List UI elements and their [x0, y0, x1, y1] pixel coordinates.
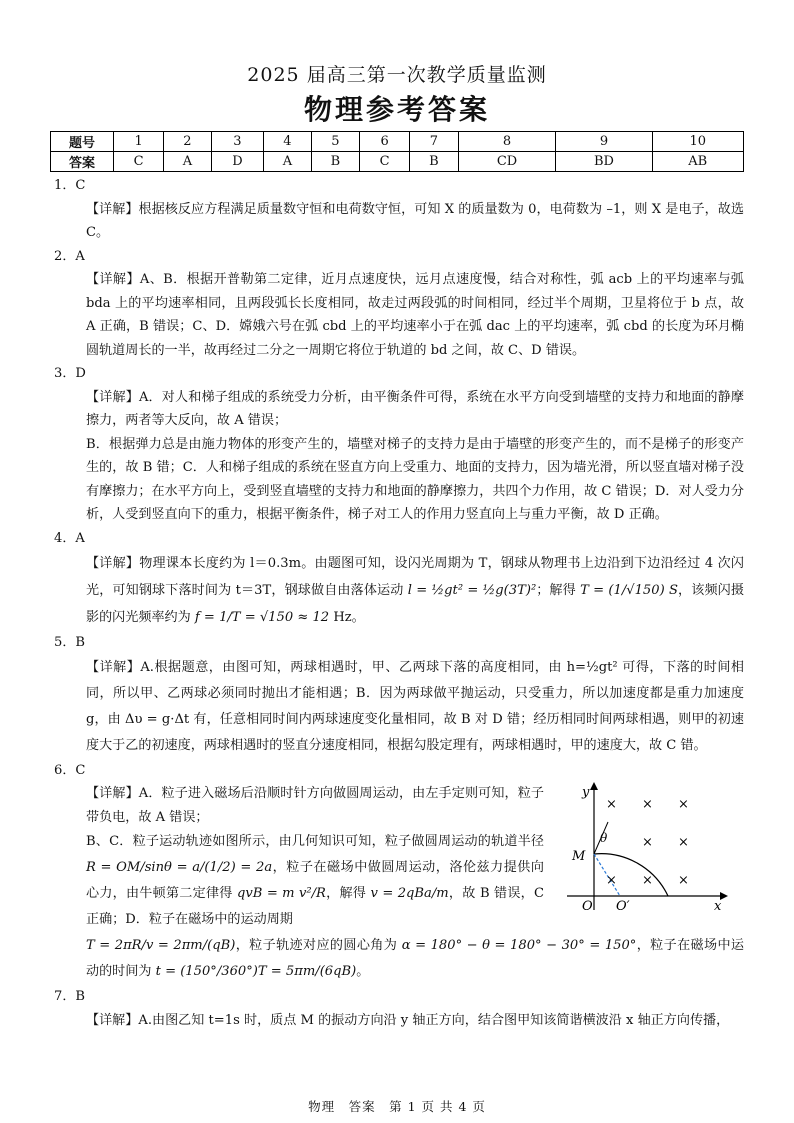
answer-title: 物理参考答案: [303, 93, 490, 126]
q5-number: 5．B: [54, 635, 86, 650]
field-cross: ×: [678, 835, 689, 850]
page-footer: 物理 答案 第 1 页 共 4 页: [308, 1099, 486, 1114]
answer-cell: A: [264, 152, 312, 172]
center-label: O′: [616, 899, 630, 912]
q6-text-b: B、C．粒子运动轨迹如图所示，由几何知识可知，粒子做圆周运动的轨道半径: [86, 834, 544, 849]
q1-number: 1．C: [54, 178, 86, 193]
q6-block: [54, 782, 744, 933]
field-cross: ×: [642, 797, 653, 812]
x-label: x: [714, 899, 722, 912]
q6-equation-velocity: v = 2qBa/m: [370, 886, 449, 901]
q6-number: 6．C: [54, 762, 86, 778]
answer-cell: B: [311, 152, 359, 172]
q7-detail: [54, 1009, 744, 1033]
number-cell: 10: [652, 132, 743, 152]
q4-text-mid: ；解得: [536, 583, 576, 598]
number-cell: 9: [556, 132, 652, 152]
answer-table: [50, 131, 744, 172]
q7-text: A.由图乙知 t=1s 时，质点 M 的振动方向沿 y 轴正方向，结合图甲知该简谐横波沿 x 轴正方向传播，: [138, 1012, 730, 1028]
answer-cell: D: [211, 152, 263, 172]
field-cross: ×: [678, 797, 689, 812]
number-cell: 2: [164, 132, 212, 152]
q2-number: 2．A: [54, 248, 85, 264]
q1-detail: [54, 198, 744, 245]
q6-text-e: ，故 B 错误，C 正确；D．粒子在磁场中的运动周期: [86, 886, 544, 927]
answer-table-answer-row: [51, 152, 744, 172]
q6-equation-period: T = 2πR/v = 2πm/(qB): [86, 938, 236, 953]
number-header: 题号: [51, 132, 114, 152]
q4-equation-period: T = (1/√150) S: [580, 583, 678, 598]
q4-detail: [54, 550, 744, 631]
q6-text-d: ，解得: [325, 886, 367, 901]
number-cell: 8: [458, 132, 556, 152]
q6-equation-time: t = (150°/360°)T = 5πm/(6qB): [155, 964, 357, 979]
q3-text-a: A．对人和梯子组成的系统受力分析，由平衡条件可得，系统在水平方向受到墙壁的支持力和地面的静摩擦力，两者等大反向，故 A 错误；: [86, 389, 744, 428]
q3-detail: [54, 386, 744, 433]
point-m-label: M: [572, 849, 586, 864]
number-cell: 1: [114, 132, 164, 152]
number-cell: 6: [360, 132, 410, 152]
q4-number: 4．A: [54, 530, 85, 546]
detail-tag: 【详解】: [86, 201, 139, 217]
detail-tag: 【详解】: [86, 786, 139, 801]
detail-tag: 【详解】: [86, 659, 141, 675]
q5-text: A.根据题意，由图可知，两球相遇时，甲、乙两球下落的高度相同，由 h=½gt² 可得，下落的时间相同，所以甲、乙两球必须同时抛出才能相遇；B．因为两球做平抛运动，只受重力，所以加速度都是重力加速度 g，由 Δυ = g·Δt 有，任意相同时间内两球速度变化量相同，故 B 对 D 错；经历相同时间两球相遇，则甲的初速度大于乙的初速度，两球相遇时的竖直分速度相同，根据勾股定理有，两球相遇时，甲的速度大，故 C 错。: [86, 659, 745, 753]
q2-detail: [54, 268, 744, 362]
q4-unit: Hz。: [333, 610, 365, 625]
theta-label: θ: [600, 831, 608, 845]
q6-text-g: ，粒子在磁场中运动的时间为: [86, 938, 744, 979]
answer-table-number-row: [51, 132, 744, 152]
q6-detail-c: [54, 933, 744, 985]
detail-tag: 【详解】: [86, 1012, 139, 1028]
q6-detail: [54, 782, 544, 829]
q5-detail: [54, 655, 744, 759]
detail-tag: 【详解】: [86, 556, 140, 571]
detail-tag: 【详解】: [86, 272, 140, 287]
detail-tag: 【详解】: [86, 389, 139, 405]
number-cell: 4: [264, 132, 312, 152]
field-cross: ×: [642, 873, 653, 888]
q1-text: 根据核反应方程满足质量数守恒和电荷数守恒，可知 X 的质量数为 0，电荷数为 –1，则 X 是电子，故选 C。: [86, 201, 745, 240]
y-axis-arrow: [590, 782, 598, 790]
q4-equation-frequency: f = 1/T = √150 ≈ 12: [194, 610, 330, 625]
q6-equation-radius: R = OM/sinθ = a/(1/2) = 2a: [86, 860, 273, 875]
q6-text-a: A．粒子进入磁场后沿顺时针方向做圆周运动，由左手定则可知，粒子带负电，故 A 错误；: [86, 786, 544, 825]
answer-cell: AB: [652, 152, 743, 172]
q6-equation-angle: α = 180° − θ = 180° − 30° = 150°: [401, 938, 637, 953]
answer-header: 答案: [51, 152, 114, 172]
answer-cell: CD: [458, 152, 556, 172]
q2-text: A、B．根据开普勒第二定律，近月点速度快，远月点速度慢，结合对称性，弧 acb 上的平均速率与弧 bda 上的平均速率相同，且两段弧长长度相同，故走过两段弧的时间相同，经过半个周期，卫星将位于 b 点，故 A 正确，B 错误；C、D．嫦娥六号在弧 cbd 上的平均速率小于在弧 dac 上的平均速率，弧 cbd 的长度为环月椭圆轨道周长的一半，故再经过二分之一周期它将位于轨道的 bd 之间，故 C、D 错误。: [86, 272, 745, 358]
field-cross: ×: [678, 873, 689, 888]
number-cell: 7: [410, 132, 458, 152]
q6-text-column: [54, 782, 544, 933]
solutions: [54, 174, 744, 1032]
field-crosses: [606, 797, 689, 888]
field-cross: ×: [606, 873, 617, 888]
y-label: y: [582, 785, 590, 800]
answer-cell: C: [114, 152, 164, 172]
exam-title: 2025 届高三第一次教学质量监测: [247, 64, 547, 86]
number-cell: 3: [211, 132, 263, 152]
q7-number: 7．B: [54, 989, 86, 1004]
number-cell: 5: [311, 132, 359, 152]
answer-cell: A: [164, 152, 212, 172]
answer-cell: C: [360, 152, 410, 172]
q4-text-a: 物理课本长度约为 l＝0.3m。由题图可知，设闪光周期为 T，钢球从物理书上边沿到下边沿经过 4 次闪光，可知钢球下落时间为 t＝3T，钢球做自由落体运动: [86, 556, 744, 598]
magnetic-field-figure: [562, 782, 732, 912]
q6-text-f: ，粒子轨迹对应的圆心角为: [235, 938, 398, 953]
origin-label: O: [582, 899, 593, 912]
answer-cell: BD: [556, 152, 652, 172]
field-cross: ×: [642, 835, 653, 850]
q6-text-c: ，粒子在磁场中做圆周运动，洛伦兹力提供向心力，由牛顿第二定律得: [86, 860, 544, 901]
q6-equation-force: qvB = m v²/R: [237, 886, 326, 901]
q6-detail-b: [54, 829, 544, 933]
q4-equation-fall: l = ½gt² = ½g(3T)²: [407, 583, 537, 598]
q6-end: 。: [356, 964, 370, 979]
q4-text-b: ，该频闪摄影的闪光频率约为: [86, 583, 744, 625]
field-cross: ×: [606, 797, 617, 812]
q3-detail-b: B．根据弹力总是由施力物体的形变产生的，墙壁对梯子的支持力是由于墙壁的形变产生的，而不是梯子的形变产生的，故 B 错；C．人和梯子组成的系统在竖直方向上受重力、地面的支持力，因为墙光滑，所以竖直墙对梯子没有摩擦力；在水平方向上，受到竖直墙壁的支持力和地面的静摩擦力，共四个力作用，故 C 错误；D．对人受力分析，人受到竖直向下的重力，根据平衡条件，梯子对工人的作用力竖直向上与重力平衡，故 D 正确。: [86, 436, 744, 522]
answer-cell: B: [410, 152, 458, 172]
q3-number: 3．D: [54, 366, 86, 381]
